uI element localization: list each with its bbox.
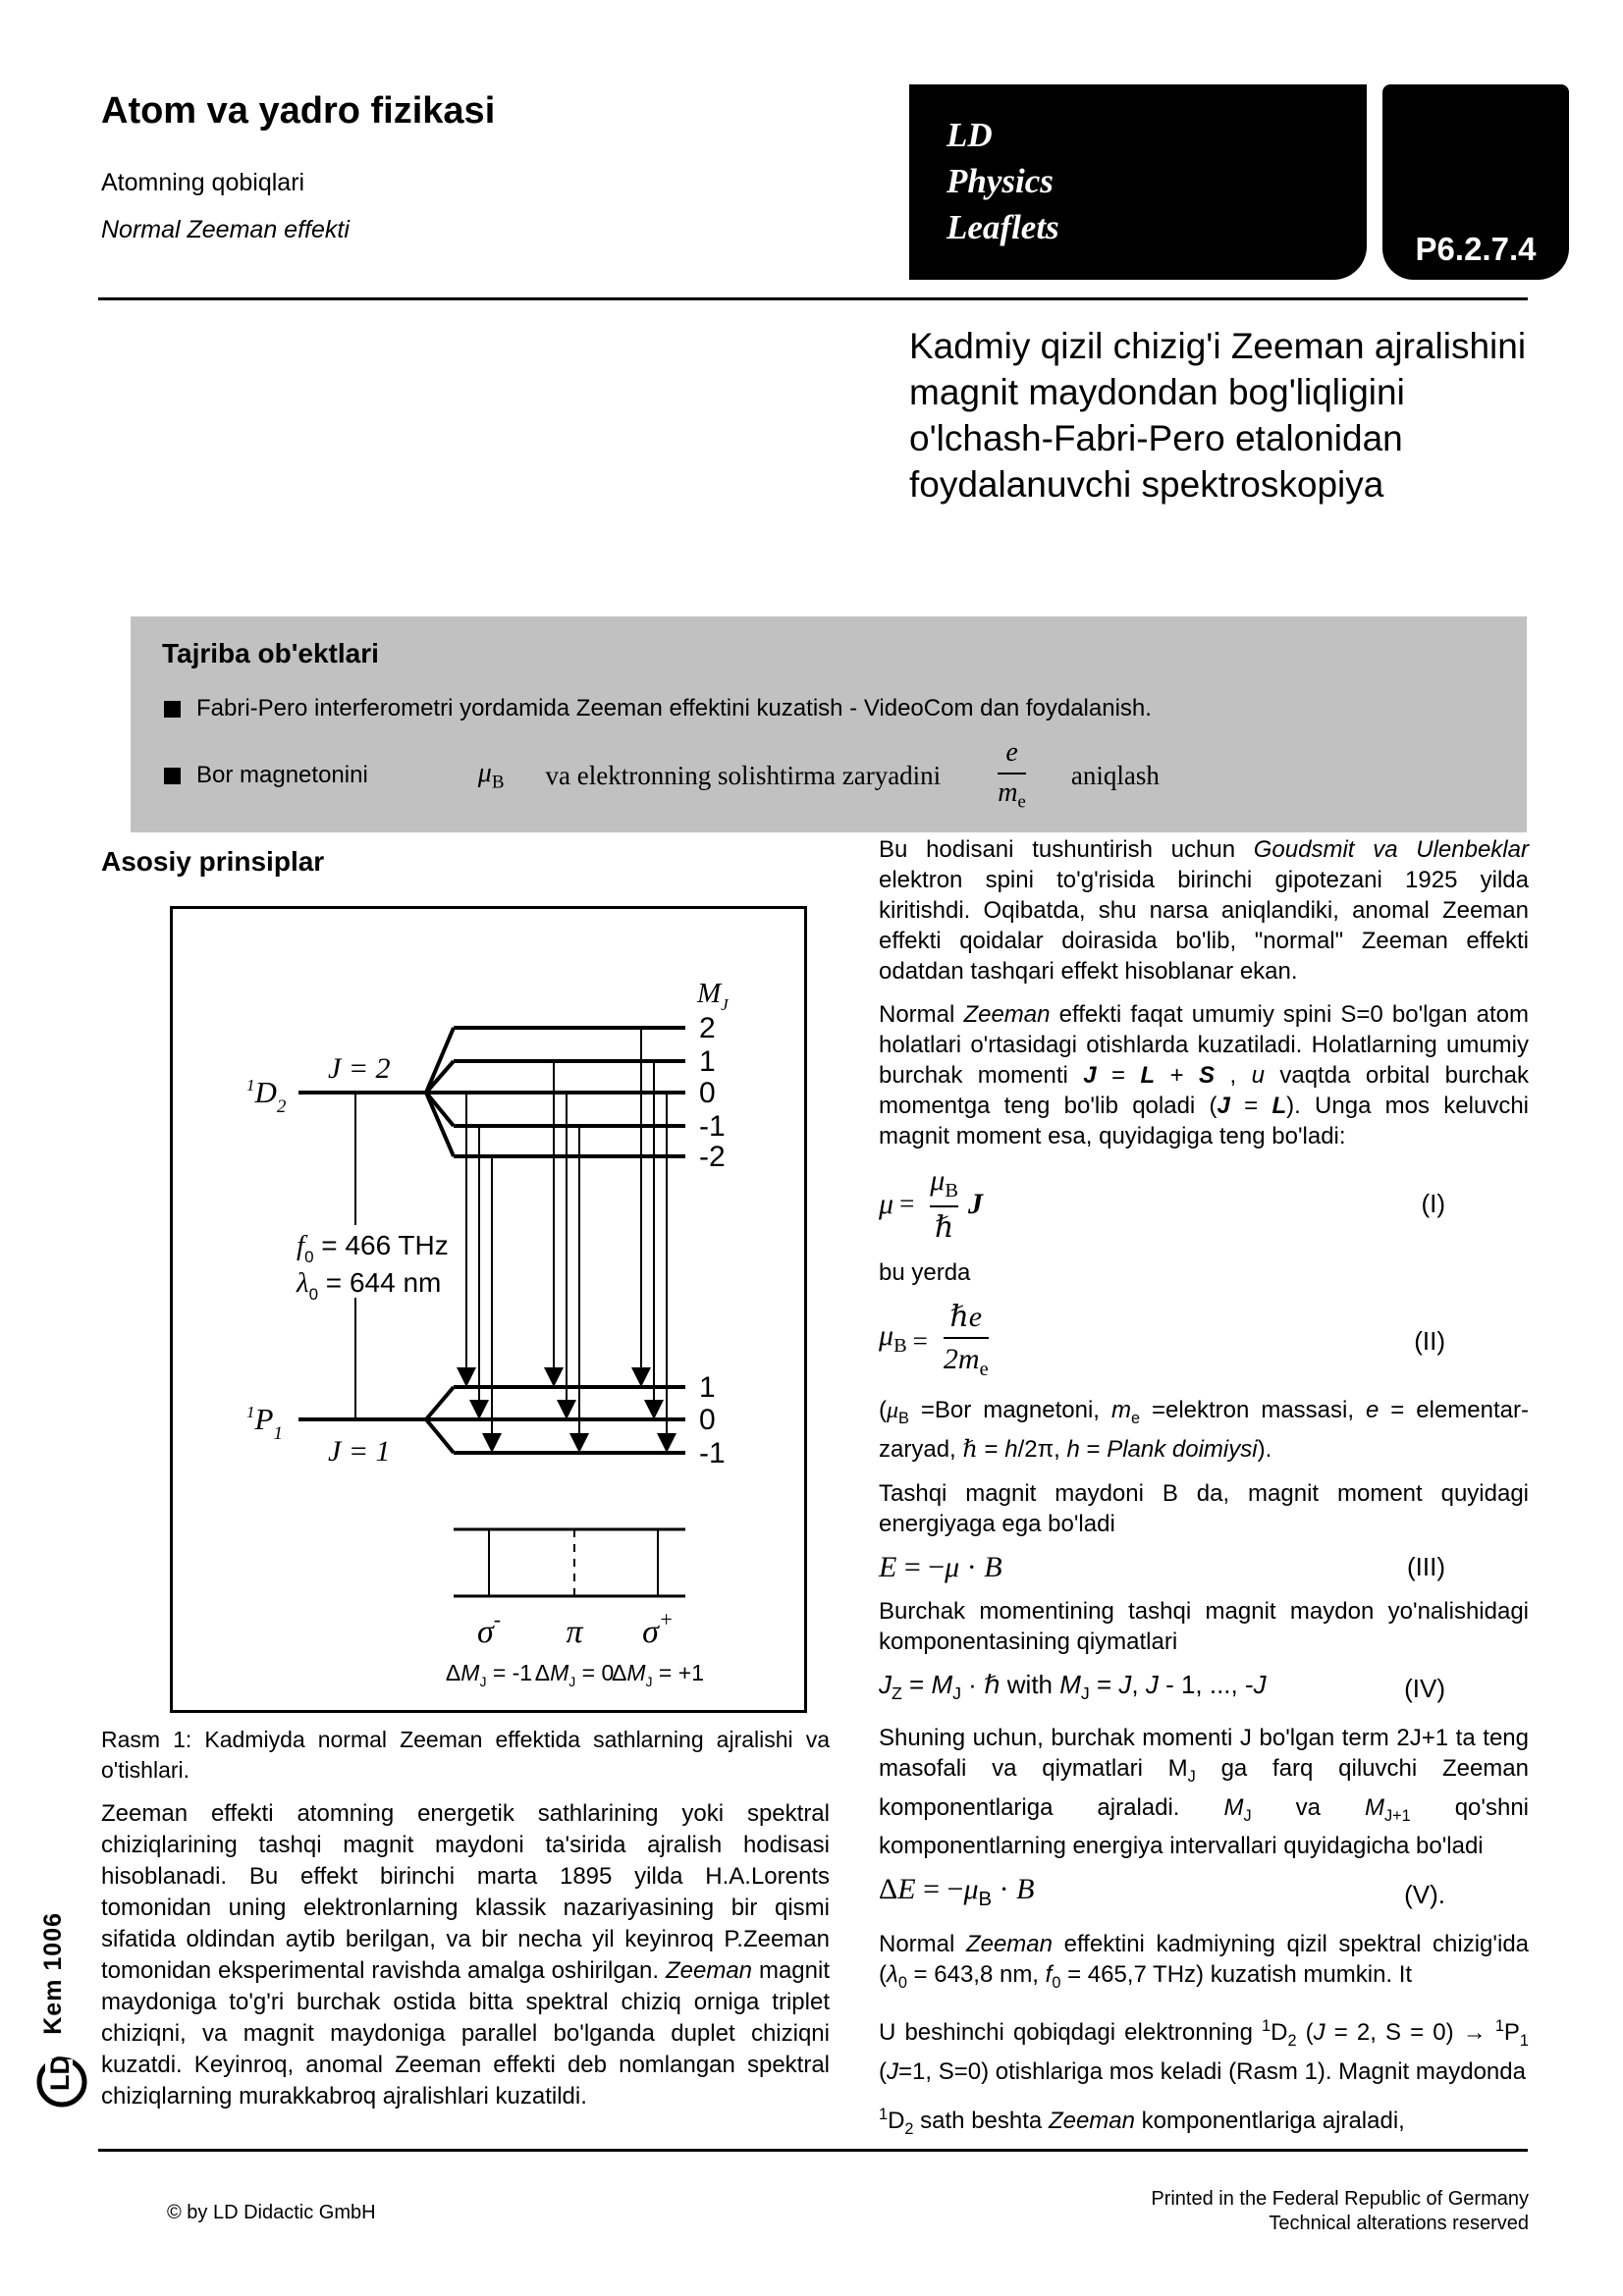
d2-mj-value: -2 xyxy=(699,1141,726,1173)
document-code: Kem 1006 xyxy=(39,1912,67,2035)
principles-paragraph: Zeeman effekti atomning energetik sathlarining yoki spektral chiziqlarining tashqi magnit maydoni ta'sirida ajralish hodisasi hisoblanadi. Bu effekt birinchi marta 1895 yilda H.A.Lorents tomonidan uning elektronlarning klassik nazariyasining bir qismi sifatida oldindan aytib berilgan, va bir necha yil keyinroq P.Zeeman tomonidan eksperimental ravishda amalga oshirilgan. Zeeman magnit maydoniga to'g'ri burchak ostida bitta spektral chiziq orniga triplet chiziqni, va magnit maydoniga parallel bo'lganda duplet chiziqni kuzatdi. Keyinroq, anomal Zeeman effekti deb nomlangan spektral chiziqlarning murakkabroq ajralishlari kuzatildi. xyxy=(101,1800,830,2109)
e-over-me-fraction xyxy=(998,738,1026,813)
bullet-square-icon xyxy=(164,701,181,718)
equation-body: $J_Z = M_J$ · ℏ with $M_J = J$, J - 1, ..., -J xyxy=(879,1669,1267,1703)
brand-box xyxy=(909,84,1367,280)
fraction-denominator: $2m_e$ xyxy=(943,1343,989,1381)
equation-number: (III) xyxy=(1407,1551,1445,1581)
brand-line-ld: LD xyxy=(947,116,993,154)
objective-item-text: Bor magnetonini xyxy=(196,762,368,788)
pi-label: π xyxy=(566,1614,583,1650)
equation-number: (I) xyxy=(1421,1189,1445,1219)
figure-caption-label: Rasm 1: xyxy=(101,1727,192,1752)
ld-logo xyxy=(33,2054,90,2115)
equation-3 xyxy=(879,1552,1529,1582)
footer-printing-info xyxy=(1151,2187,1529,2236)
fraction-bar xyxy=(998,773,1026,774)
sigma-plus-label: σ+ xyxy=(642,1607,674,1650)
delta-mj-minus1-label: $\Delta M_J = -1$ xyxy=(445,1660,533,1689)
paragraph: Normal Zeeman effekti faqat umumiy spini S=0 bo'lgan atom holatlari o'rtasidagi otishlarda kuzatiladi. Holatlarning umumiy burchak momenti J = L + S , u vaqtda orbital burchak momentga teng bo'lib qoladi (J = L). Unga mos keluvchi magnit moment esa, quyidagiga teng bo'ladi: xyxy=(879,1001,1530,1149)
objective-item-text: va elektronning solishtirma zaryadini xyxy=(545,760,942,790)
objective-item-text: Fabri-Pero interferometri yordamida Zeeman effektini kuzatish - VideoCom dan foydalanish. xyxy=(196,695,1152,721)
p1-j-label: J = 1 xyxy=(328,1435,391,1468)
bullet-square-icon xyxy=(164,768,181,784)
fraction-numerator: $\mu_B$ xyxy=(930,1164,958,1201)
equation-lhs: μ xyxy=(879,1188,894,1221)
equation-4 xyxy=(879,1670,1529,1709)
objective-item-text: aniqlash xyxy=(1070,760,1160,790)
footer-printed-line: Printed in the Federal Republic of Germany xyxy=(1151,2188,1529,2210)
equation-2: $\mu_B$ = $\frac{\text{ℏe}}{2m_e}$ (II) xyxy=(879,1301,1445,1381)
figure-caption-text: Kadmiyda normal Zeeman effektida sathlarning ajralishi va o'tishlari. xyxy=(101,1727,831,1783)
topic-title: Normal Zeeman effekti xyxy=(101,216,350,243)
delta-mj-plus1-label: $\Delta M_J = +1$ xyxy=(612,1660,704,1689)
fraction-bar xyxy=(930,1205,958,1207)
principles-heading: Asosiy prinsiplar xyxy=(101,846,325,877)
brand-line-leaflets: Leaflets xyxy=(947,208,1059,246)
d2-j-label: J = 2 xyxy=(328,1052,391,1085)
sigma-minus-label: σ- xyxy=(476,1607,502,1650)
equation-5 xyxy=(879,1874,1529,1915)
fraction-denominator: ℏ xyxy=(934,1211,954,1245)
series-title: Atom va yadro fizikasi xyxy=(101,90,496,132)
mu-b-symbol: $\mu_B$ xyxy=(477,757,505,793)
figure-caption xyxy=(101,1725,830,1786)
equation-1: μ = $\frac{\mu_B}{\text{ℏ}}$ J (I) xyxy=(879,1164,1445,1245)
objective-item xyxy=(164,695,1152,722)
objectives-heading: Tajriba ob'ektlari xyxy=(162,638,379,668)
equation-number: (IV) xyxy=(1404,1674,1445,1704)
equation-number: (V). xyxy=(1404,1879,1445,1909)
footer-rule xyxy=(98,2149,1528,2152)
objectives-panel xyxy=(131,616,1527,832)
d2-mj-value: 1 xyxy=(699,1045,716,1078)
fraction-numerator: ℏe xyxy=(949,1301,983,1334)
figure-energy-level-diagram xyxy=(170,906,807,1713)
brand-logo-text xyxy=(947,112,1059,250)
footer-copyright: © by LD Didactic GmbH xyxy=(167,2202,376,2223)
zeeman-diagram xyxy=(173,909,804,1710)
right-column xyxy=(879,834,1529,2158)
mj-axis-label: $M_J$ xyxy=(697,978,729,1014)
d2-term-symbol: $^1D_2$ xyxy=(246,1075,287,1117)
ld-logo-icon xyxy=(33,2054,90,2110)
equation-number: (II) xyxy=(1414,1325,1445,1356)
brand-line-physics: Physics xyxy=(947,162,1054,200)
objective-item xyxy=(164,724,1160,827)
p1-term-symbol: $^1P_1$ xyxy=(246,1402,283,1444)
paragraph: U beshinchi qobiqdagi elektronning $^1D_2$ (J = 2, $S = 0) \to ^1P_1$ (J=1, S=0) otishlariga mos keladi (Rasm 1). Magnit maydonda xyxy=(879,2017,1529,2086)
p1-mj-value: 0 xyxy=(699,1404,716,1436)
equation-body: $\Delta E = -\mu_B \cdot B$ xyxy=(879,1873,1035,1911)
paragraph: $^1D_2$ sath beshta Zeeman komponentlariga ajraladi, xyxy=(879,2106,1405,2138)
equation-body: E = −μ · B xyxy=(879,1550,1002,1583)
page-title: Kadmiy qizil chizig'i Zeeman ajralishini magnit maydondan bog'liqligini o'lchash-Fabri-Pero etalonidan foydalanuvchi spektroskopiya xyxy=(909,326,1527,505)
d2-mj-value: 2 xyxy=(699,1012,716,1044)
d2-mj-value: -1 xyxy=(699,1110,726,1143)
fraction-denominator: $m_e$ xyxy=(998,776,1026,813)
paragraph: Normal Zeeman effektini kadmiyning qizil spektral chizig'ida ($\lambda_0 = 643,8$ nm, $f_0 = 465,7$ THz) kuzatish mumkin. It xyxy=(879,1931,1530,1993)
equation-fraction xyxy=(944,1301,989,1380)
leaflet-code: P6.2.7.4 xyxy=(1415,231,1537,267)
fraction-bar xyxy=(944,1337,989,1339)
paragraph: bu yerda xyxy=(879,1259,971,1287)
fraction-numerator: e xyxy=(1005,736,1018,768)
equation-lhs: $\mu_B$ xyxy=(879,1319,907,1358)
p1-mj-value: -1 xyxy=(699,1437,726,1469)
equation-rhs: J xyxy=(967,1188,983,1221)
d2-mj-value: 0 xyxy=(699,1077,716,1109)
series-subtitle: Atomning qobiqlari xyxy=(101,169,305,196)
footer-alterations-line: Technical alterations reserved xyxy=(1269,2213,1529,2234)
paragraph: Shuning uchun, burchak momenti J bo'lgan term 2J+1 ta teng masofali va qiymatlari $M_J$ ga farq qiluvchi Zeeman komponentlariga ajraladi. $M_J$ va $M_{J+1}$ qo'shni komponentlarning energiya intervallari quyidagicha bo'ladi xyxy=(879,1724,1530,1860)
paragraph: Tashqi magnit maydoni B da, magnit moment quyidagi energiyaga ega bo'ladi xyxy=(879,1479,1529,1537)
delta-mj-0-label: $\Delta M_J = 0$ xyxy=(534,1660,615,1689)
equation-fraction xyxy=(930,1164,958,1244)
paragraph: Bu hodisani tushuntirish uchun Goudsmit va Ulenbeklar elektron spini to'g'risida birinchi gipotezani 1925 yilda kiritishdi. Oqibatda, shu narsa aniqlandiki, anomal Zeeman effekti qoidalar doirasida bo'lib, "normal" Zeeman effekti odatdan tashqari effekt hisoblanar ekan. xyxy=(879,836,1529,985)
p1-mj-value: 1 xyxy=(699,1371,716,1404)
leaflet-code-box xyxy=(1382,84,1569,280)
header-rule xyxy=(98,297,1528,300)
paragraph: ($\mu_B =Bor$ magnetoni, $m_e$ =elektron massasi, e = elementar-zaryad, ℏ = h/2π, h = Plank doimiysi). xyxy=(879,1396,1529,1463)
f0-label: $f_0 = 466$ THz xyxy=(297,1230,449,1266)
lambda0-label: $\lambda_0 = 644$ nm xyxy=(297,1267,442,1304)
svg-text:LD: LD xyxy=(45,2056,75,2091)
paragraph: Burchak momentining tashqi magnit maydon yo'nalishidagi komponentasining qiymatlari xyxy=(879,1597,1529,1655)
